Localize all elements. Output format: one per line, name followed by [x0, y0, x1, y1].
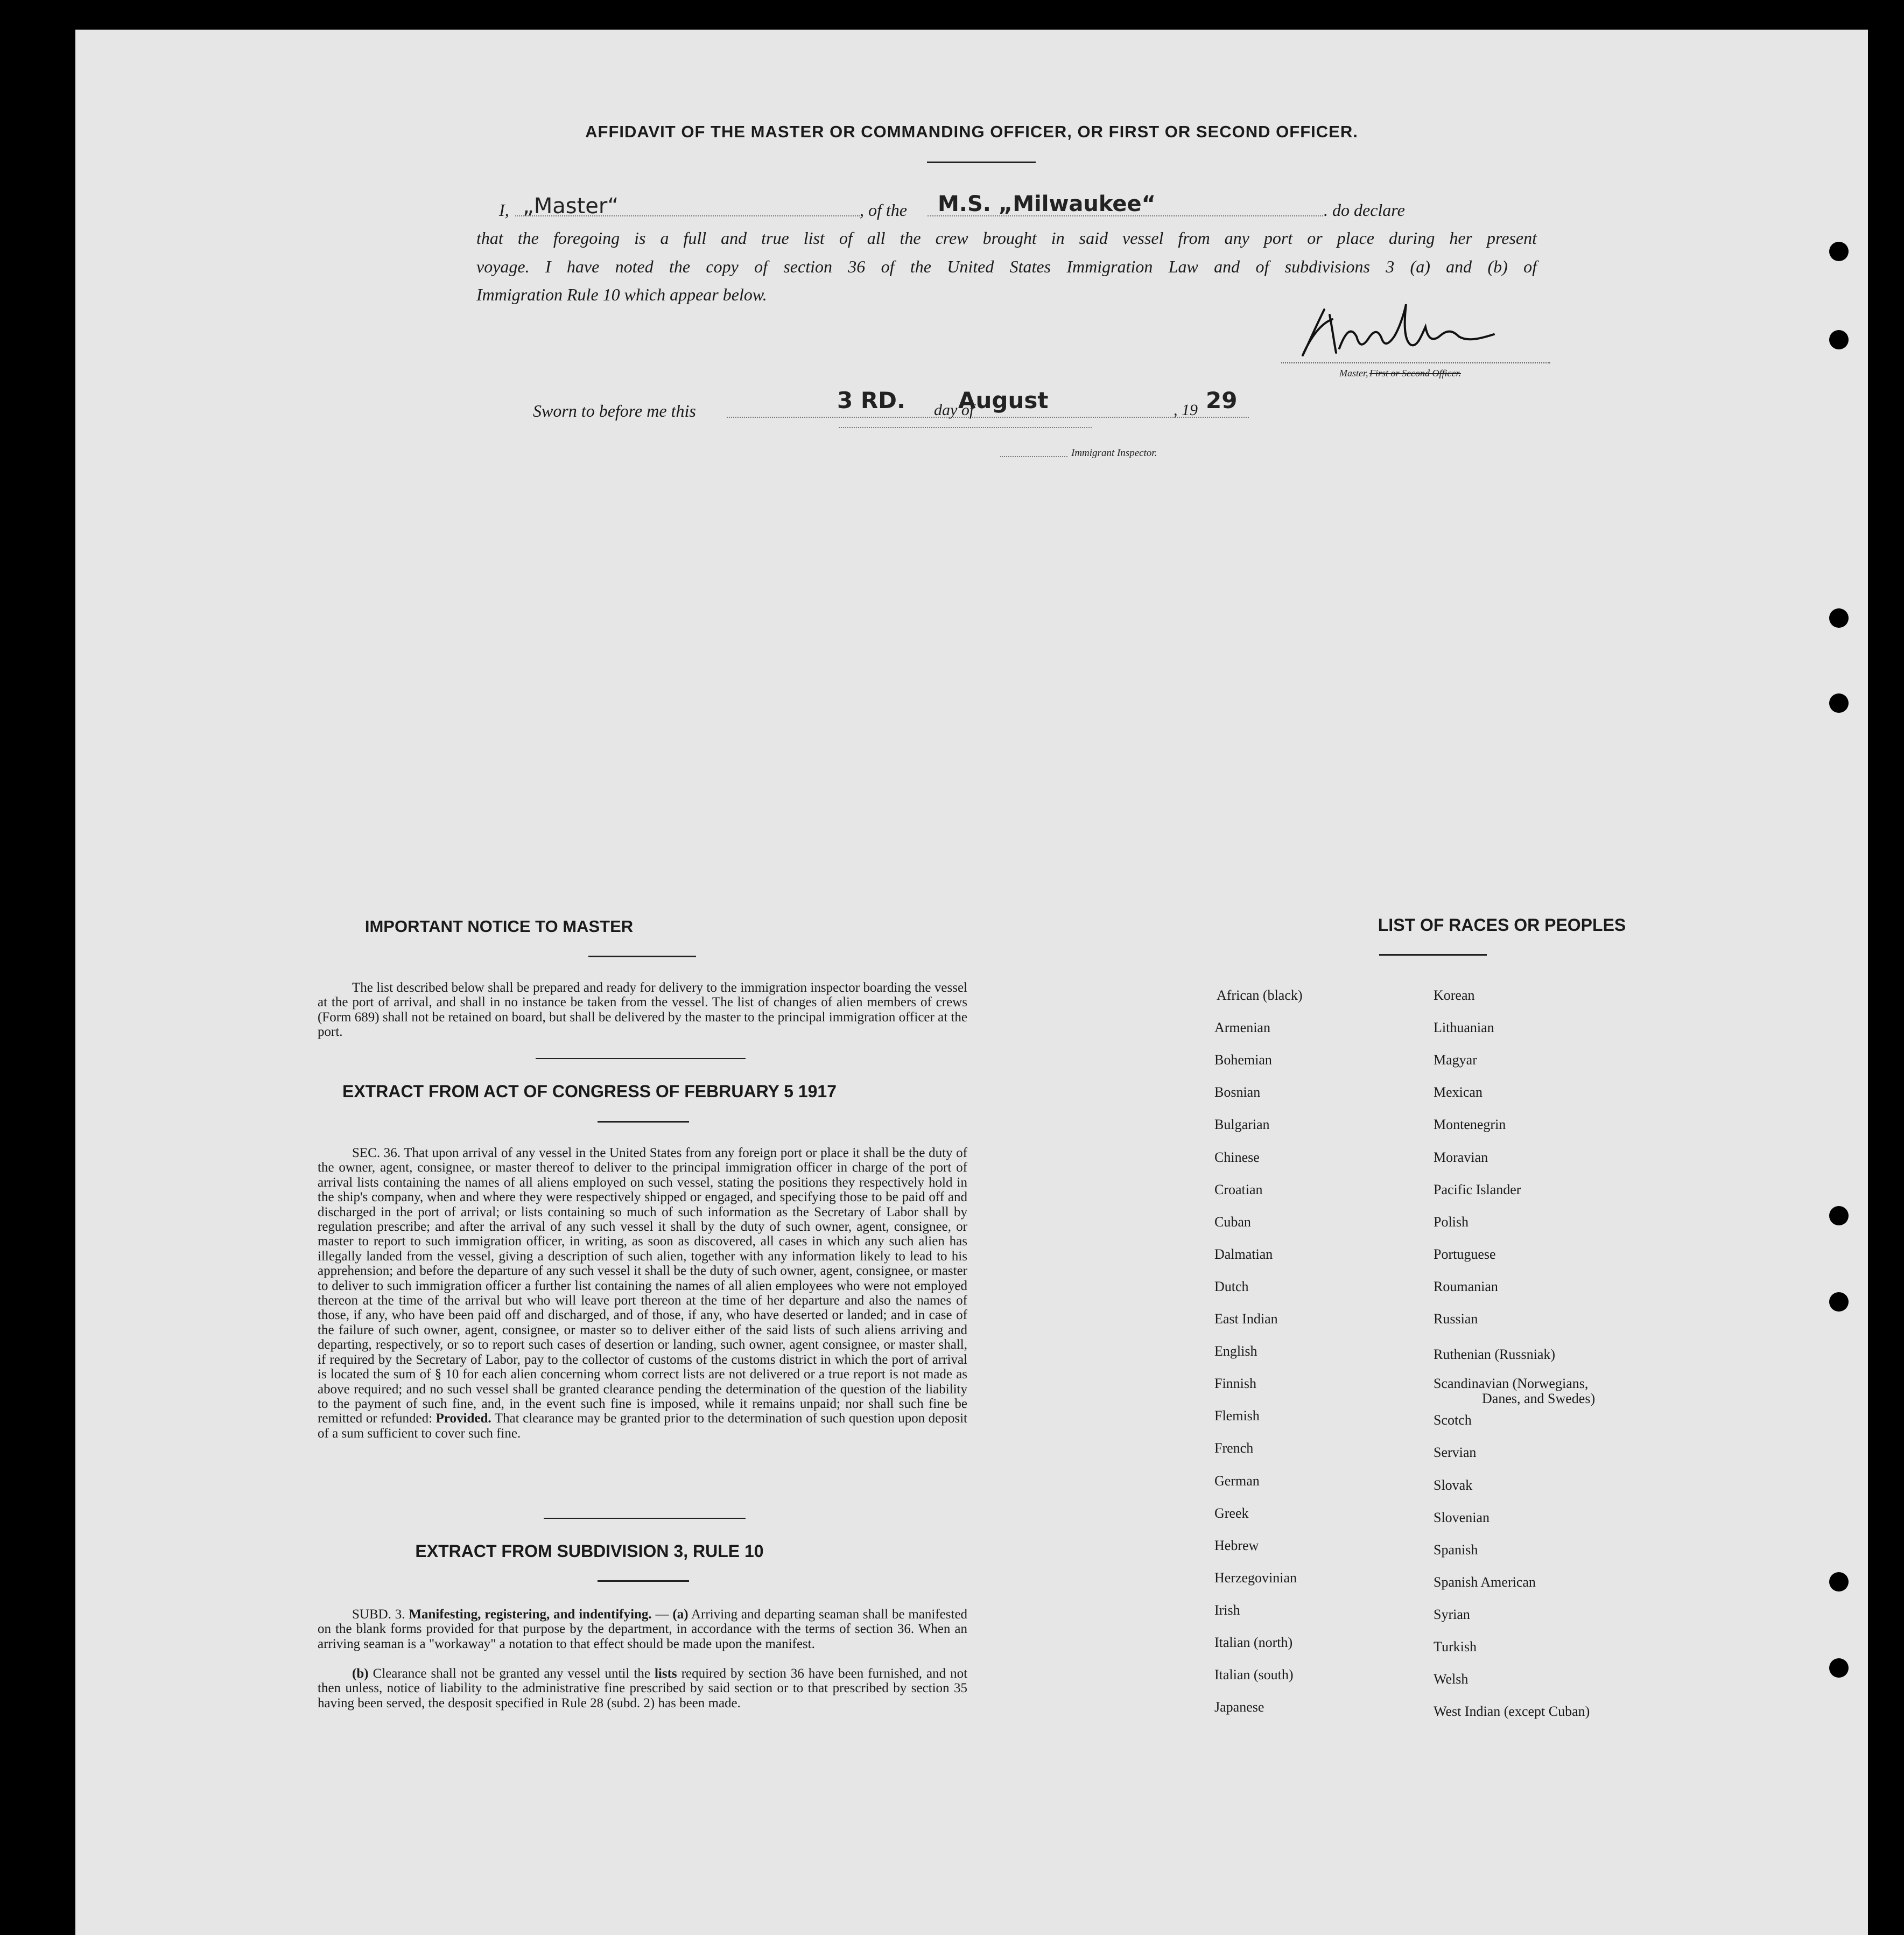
- race-item: Dutch: [1214, 1279, 1249, 1294]
- declaration-line-2: that the foregoing is a full and true list of all the crew brought in said vessel from any port or place during her present: [476, 228, 1537, 248]
- race-item: Pacific Islander: [1434, 1182, 1521, 1197]
- signature-caption-struck: First or Second Officer.: [1369, 368, 1461, 378]
- notice-divider: [588, 956, 696, 957]
- master-field-value: „Master“: [523, 194, 619, 219]
- race-item: Welsh: [1434, 1671, 1469, 1687]
- rule-a-lead: SUBD. 3.: [352, 1607, 405, 1622]
- race-item: Armenian: [1214, 1020, 1270, 1035]
- rule-a-bold: Manifesting, registering, and indentifying.: [409, 1607, 652, 1622]
- race-item: Turkish: [1434, 1639, 1477, 1654]
- inspector-signature-line: [839, 427, 1092, 428]
- affidavit-title: AFFIDAVIT OF THE MASTER OR COMMANDING OFFICER, OR FIRST OR SECOND OFFICER.: [585, 122, 1358, 141]
- race-item: English: [1214, 1343, 1257, 1359]
- race-item: Portuguese: [1434, 1246, 1496, 1262]
- race-item: Irish: [1214, 1602, 1240, 1618]
- race-item: Slovenian: [1434, 1510, 1490, 1525]
- vessel-field-value: M.S. „Milwaukee“: [938, 192, 1156, 216]
- race-item: East Indian: [1214, 1311, 1278, 1327]
- extract-act-divider: [598, 1121, 689, 1123]
- day-of-label: day of: [934, 401, 974, 419]
- signature-caption-master: Master,: [1339, 368, 1368, 378]
- race-item: West Indian (except Cuban): [1434, 1703, 1590, 1719]
- rule-b-text2: required by section 36 have been furnished, and not then unless, notice of liability to the administrative fine prescribed by said section or to that prescribed by section 35 having been served, the desposit specified in Rule 28 (subd. 2) has been made.: [318, 1666, 968, 1710]
- race-item: Italian (south): [1214, 1667, 1294, 1682]
- race-item: Moravian: [1434, 1149, 1488, 1165]
- year-prefix: , 19: [1174, 401, 1198, 419]
- rule-a-label: (a): [672, 1607, 688, 1622]
- race-item: Scotch: [1434, 1412, 1472, 1428]
- extract-rule-b-text: [318, 1666, 967, 1710]
- races-title: LIST OF RACES OR PEOPLES: [1378, 915, 1626, 935]
- document-page: [75, 30, 1868, 1935]
- race-item: Spanish: [1434, 1542, 1478, 1558]
- race-item: Hebrew: [1214, 1538, 1259, 1553]
- notice-text: The list described below shall be prepared and ready for delivery to the immigration inspector boarding the vessel at the port of arrival, and shall in no instance be taken from the vessel. The list of changes of alien members of crews (Form 689) shall not be retained on board, but shall be delivered by the master to the principal immigration officer at the port.: [318, 980, 967, 1040]
- races-right-column: [1434, 988, 1757, 1752]
- sworn-line: [533, 385, 1448, 420]
- extract-rule-divider: [598, 1580, 689, 1582]
- notice-title: IMPORTANT NOTICE TO MASTER: [364, 917, 634, 936]
- race-item: Bulgarian: [1214, 1117, 1270, 1132]
- do-declare-label: . do declare: [1324, 200, 1405, 220]
- race-item: Spanish American: [1434, 1574, 1536, 1590]
- race-item: Japanese: [1214, 1699, 1264, 1715]
- races-left-column: [1214, 987, 1432, 1752]
- race-item: Bosnian: [1214, 1084, 1261, 1100]
- race-item: Korean: [1434, 987, 1475, 1003]
- races-divider: [1379, 954, 1487, 956]
- race-item: Croatian: [1214, 1182, 1263, 1197]
- race-item: Italian (north): [1214, 1635, 1293, 1650]
- extract-rule-title: EXTRACT FROM SUBDIVISION 3, RULE 10: [415, 1541, 764, 1561]
- binder-hole: [1829, 608, 1849, 628]
- binder-hole: [1829, 242, 1849, 261]
- race-item: Greek: [1214, 1505, 1249, 1521]
- i-prefix: I,: [499, 200, 509, 220]
- extract-act-text: [318, 1146, 967, 1441]
- binder-hole: [1829, 1658, 1849, 1678]
- signature-block: [1200, 299, 1550, 385]
- race-item: Flemish: [1214, 1408, 1260, 1424]
- declaration-line-1: [476, 194, 1545, 219]
- race-item: Bohemian: [1214, 1052, 1272, 1068]
- race-item: Servian: [1434, 1445, 1477, 1460]
- race-item: Mexican: [1434, 1084, 1483, 1100]
- binder-hole: [1829, 1292, 1849, 1312]
- race-item: Herzegovinian: [1214, 1570, 1297, 1586]
- race-item: French: [1214, 1440, 1254, 1456]
- race-item: Russian: [1434, 1311, 1478, 1327]
- rule-b-bold: lists: [654, 1666, 677, 1681]
- extract-act-provided: Provided.: [435, 1411, 491, 1426]
- extract-act-title: EXTRACT FROM ACT OF CONGRESS OF FEBRUARY 5 1917: [342, 1082, 837, 1101]
- binder-hole: [1829, 1572, 1849, 1592]
- rule-a-text: Arriving and departing seaman shall be manifested on the blank forms provided for that purpose by the department, in accordance with the terms of section 36. When an arriving seaman is a "workaway" a notation to that effect should be made upon the manifest.: [318, 1607, 968, 1651]
- sworn-date-line: [727, 417, 1249, 418]
- day-value: 3 RD.: [837, 387, 906, 413]
- rule-a-dash: —: [655, 1607, 669, 1622]
- race-item: Finnish: [1214, 1376, 1257, 1391]
- title-divider: [927, 162, 1036, 163]
- race-item: Cuban: [1214, 1214, 1251, 1230]
- race-item: Slovak: [1434, 1477, 1473, 1493]
- race-item: Montenegrin: [1434, 1117, 1506, 1132]
- race-item: African (black): [1217, 987, 1303, 1003]
- race-item: Chinese: [1214, 1149, 1260, 1165]
- rule-b-label: (b): [352, 1666, 369, 1681]
- race-item: Danes, and Swedes): [1482, 1391, 1596, 1406]
- race-item: German: [1214, 1473, 1260, 1489]
- race-item: Syrian: [1434, 1607, 1470, 1622]
- year-value: 29: [1206, 387, 1238, 413]
- master-signature: [1200, 299, 1550, 358]
- race-item: Magyar: [1434, 1052, 1477, 1068]
- extract-act-end-divider: [544, 1518, 746, 1519]
- extract-rule-a-text: [318, 1607, 967, 1651]
- race-item: Roumanian: [1434, 1279, 1498, 1294]
- declaration-line-4: Immigration Rule 10 which appear below.: [476, 285, 767, 304]
- extract-act-tail: That clearance may be granted prior to the determination of such question upon deposit of a sum sufficient to cover such fine.: [318, 1411, 967, 1441]
- race-item: Ruthenian (Russniak): [1434, 1347, 1556, 1362]
- race-item: Dalmatian: [1214, 1246, 1273, 1262]
- of-the-label: , of the: [860, 200, 907, 220]
- binder-hole: [1829, 1206, 1849, 1225]
- race-item: Polish: [1434, 1214, 1469, 1230]
- extract-act-lead: SEC. 36. That upon arrival of any vessel in the United States from any foreign port or place it shall be the duty of the owner, agent, consignee, or master thereof to deliver to the principal immigration officer in charge of the port of arrival lists containing the names of all aliens employed on such vessel, stating the positions they respectively hold in the ship's company, when and where they were respectively shipped or engaged, and specifying those to be paid off and discharged in the port of arrival; or lists containing so much of such information as the Secretary of Labor shall by regulation prescribe; and after the arrival of any such vessel it shall by the duty of such owner, agent, consignee, or master to report to such immigration officer, in writing, as soon as discovered, all cases in which any such alien has illegally landed from the vessel, giving a description of such alien, together with any information likely to lead to his apprehension; and before the departure of any such vessel it shall be the duty of such owner, agent, consignee, or master to deliver to such immigration officer a further list containing the names of all alien employees who were not employed thereon at the time of the arrival but who will leave port thereon at the time of her departure and also the names of those, if any, who have been paid off and discharged, and of those, if any, who have deserted or landed; and in case of the failure of such owner, agent, consignee, or master so to deliver either of the said lists of such aliens arriving and departing, respectively, or so to report such cases of desertion or landing, such owner, agent consignee, or master shall, if required by the Secretary of Labor, pay to the collector of customs of the customs district in which the port of arrival is located the sum of § 10 for each alien concerning whom correct lists are not delivered or a true report is not made as above required; and no such vessel shall be granted clearance pending the determination of the question of the liability to the payment of such fine, and, in the event such fine is imposed, while it remains unpaid; nor shall such fine be remitted or refunded:: [318, 1146, 967, 1426]
- month-value: August: [958, 387, 1049, 413]
- binder-hole: [1829, 330, 1849, 349]
- rule-b-text1: Clearance shall not be granted any vessel until the: [373, 1666, 650, 1681]
- inspector-caption: Immigrant Inspector.: [1071, 447, 1157, 459]
- sworn-label: Sworn to before me this: [533, 401, 696, 420]
- race-item: Scandinavian (Norwegians,: [1434, 1376, 1589, 1391]
- inspector-caption-leader: [1000, 456, 1067, 457]
- signature-line: [1281, 362, 1550, 363]
- declaration-line-3: voyage. I have noted the copy of section 36 of the United States Immigration Law and of subdivisions 3 (a) and (b) of: [476, 257, 1537, 276]
- notice-end-divider: [536, 1058, 746, 1059]
- binder-hole: [1829, 693, 1849, 713]
- race-item: Lithuanian: [1434, 1020, 1494, 1035]
